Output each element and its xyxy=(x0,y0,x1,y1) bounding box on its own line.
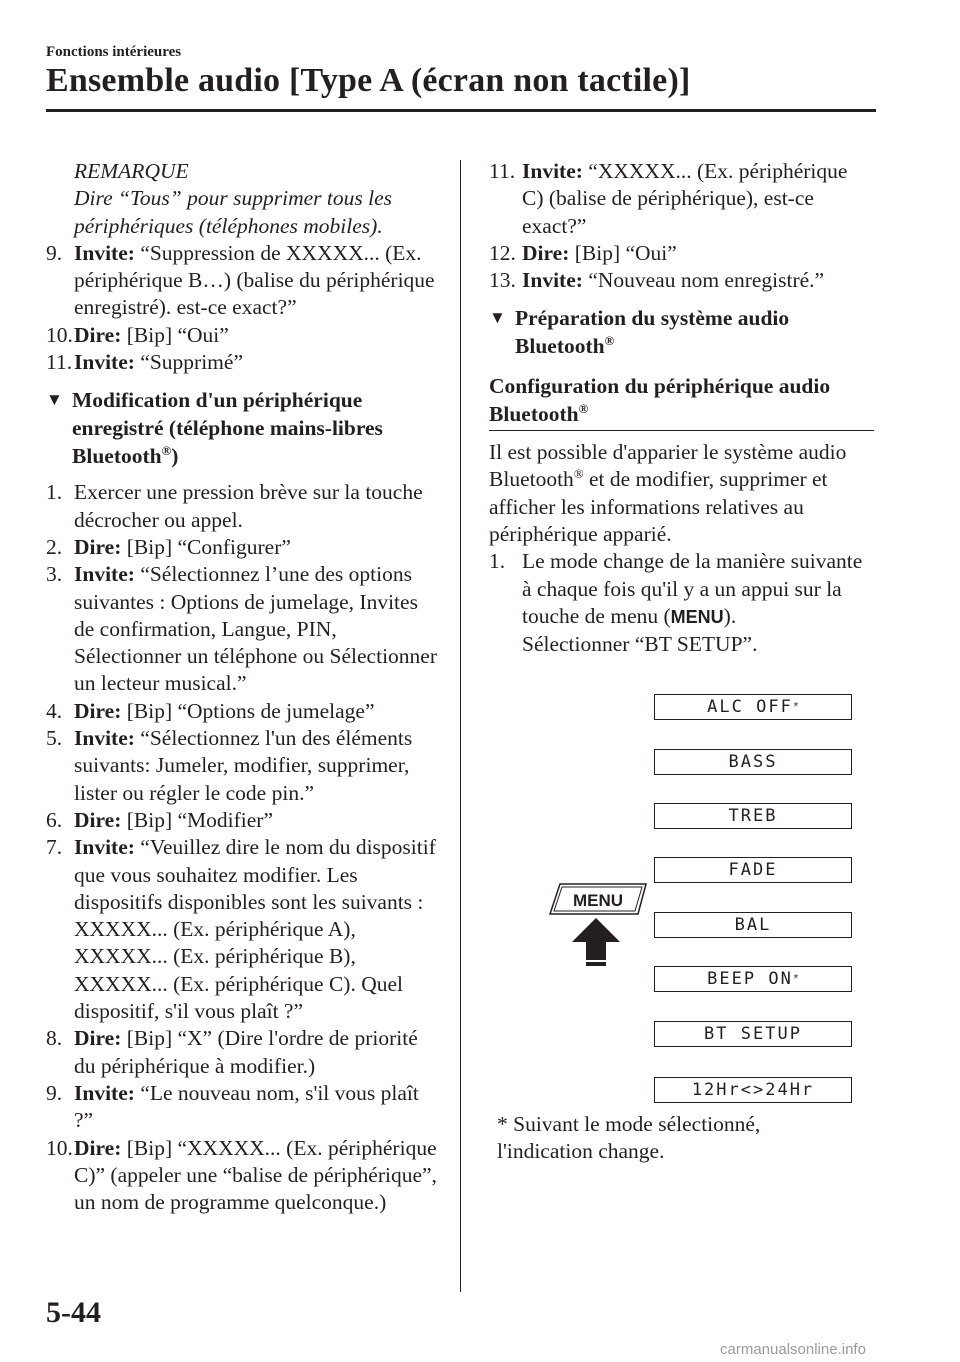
right-column xyxy=(489,158,874,658)
step-number: 6. xyxy=(46,807,63,832)
menu-button-graphic xyxy=(548,882,648,916)
registered-mark: ® xyxy=(604,334,615,349)
list-item xyxy=(46,698,441,725)
step-text: Invite: “Le nouveau nom, s'il vous plaît ?” xyxy=(74,1080,419,1133)
list-item xyxy=(489,158,874,240)
step-number: 13. xyxy=(489,268,516,293)
lcd-item: BT SETUP xyxy=(654,1021,852,1047)
step-text: Dire: [Bip] “X” (Dire l'ordre de priorité du périphérique à modifier.) xyxy=(74,1026,418,1078)
note-title: REMARQUE xyxy=(74,159,189,183)
step-number: 11. xyxy=(46,350,73,375)
step-list xyxy=(46,479,441,1216)
step-number: 10. xyxy=(46,322,73,347)
step-number: 4. xyxy=(46,698,63,723)
step-text: Exercer une pression brève sur la touche décrocher ou appel. xyxy=(74,480,423,532)
list-item xyxy=(46,349,441,376)
step-number: 5. xyxy=(46,726,63,751)
note-block xyxy=(46,158,441,240)
list-item xyxy=(46,725,441,807)
list-item xyxy=(46,561,441,697)
footnote-line: l'indication change. xyxy=(497,1139,665,1164)
section-heading-text: Modification d'un périphérique enregistré (téléphone mains-libres Bluetooth xyxy=(72,388,383,469)
lcd-item: 12Hr<>24Hr xyxy=(654,1077,852,1103)
footnote-line: * Suivant le mode sélectionné, xyxy=(497,1112,761,1136)
menu-key-label: MENU xyxy=(670,606,724,627)
column-divider xyxy=(460,160,461,1292)
page-title: Ensemble audio [Type A (écran non tactile)] xyxy=(46,62,691,99)
step-text: Invite: “Veuillez dire le nom du dispositif que vous souhaitez modifier. Les dispositifs disponibles sont les suivants : XXXXX... (Ex. périphérique A), XXXXX... (Ex. périphérique B), XXXXX... (Ex. périphérique C). Quel dispositif, s'il vous plaît ?” xyxy=(74,835,436,1024)
step-text: Dire: [Bip] “XXXXX... (Ex. périphérique C)” (appeler une “balise de périphérique”, un nom de programme quelconque.) xyxy=(74,1135,437,1215)
lcd-item: TREB xyxy=(654,803,852,829)
list-item xyxy=(46,1025,441,1080)
watermark: carmanualsonline.info xyxy=(720,1341,866,1358)
list-item xyxy=(489,267,874,294)
up-arrow-icon xyxy=(570,916,622,968)
step-text: Invite: “XXXXX... (Ex. périphérique C) (balise de périphérique), est-ce exact?” xyxy=(522,159,848,238)
step-number: 12. xyxy=(489,240,516,265)
step-text: Dire: [Bip] “Modifier” xyxy=(74,807,274,832)
step-text: Invite: “Supprimé” xyxy=(74,350,243,375)
step-number: 1. xyxy=(46,480,63,505)
page-number: 5-44 xyxy=(46,1296,101,1329)
left-column xyxy=(46,158,441,1216)
list-item: 1. Le mode change de la manière suivante à chaque fois qu'il y a un appui sur la touche de menu (MENU). Sélectionner “BT SETUP”. xyxy=(489,549,863,657)
list-item xyxy=(46,1135,441,1217)
lcd-item: FADE xyxy=(654,857,852,883)
note-line: Dire “Tous” pour supprimer tous les xyxy=(74,186,392,211)
step-text: Dire: [Bip] “Oui” xyxy=(522,240,677,265)
lcd-item: BASS xyxy=(654,749,852,775)
list-item xyxy=(46,834,441,1025)
step-text: Invite: “Suppression de XXXXX... (Ex. périphérique B…) (balise du périphérique enregistré). est-ce exact?” xyxy=(74,240,435,320)
step-number: 7. xyxy=(46,835,63,860)
section-heading xyxy=(489,304,874,360)
step-number: 3. xyxy=(46,562,63,587)
registered-mark: ® xyxy=(161,444,172,459)
step-text: Invite: “Nouveau nom enregistré.” xyxy=(522,268,825,293)
lcd-item: BAL xyxy=(654,912,852,938)
section-heading-end: ) xyxy=(171,444,179,469)
step-text: Dire: [Bip] “Configurer” xyxy=(74,534,291,559)
step-text: Dire: [Bip] “Oui” xyxy=(74,322,229,347)
step-text: Invite: “Sélectionnez l’une des options suivantes : Options de jumelage, Invites de confirmation, Langue, PIN, Sélectionner un téléphone ou Sélectionner un lecteur musical.” xyxy=(74,562,437,696)
triangle-bullet-icon: ▼ xyxy=(46,390,63,410)
sub-heading: Configuration du périphérique audio Bluetooth® xyxy=(489,373,874,431)
section-label: Fonctions intérieures xyxy=(46,44,182,60)
step-number: 2. xyxy=(46,534,63,559)
step-number: 11. xyxy=(489,159,516,183)
section-heading xyxy=(46,386,441,470)
paragraph: Il est possible d'apparier le système audio Bluetooth® et de modifier, supprimer et afficher les informations relatives au périphérique apparié. xyxy=(489,440,847,546)
step-number: 8. xyxy=(46,1026,63,1051)
svg-text:MENU: MENU xyxy=(572,891,624,910)
step-list xyxy=(46,240,441,376)
list-item xyxy=(46,479,441,534)
step-number: 9. xyxy=(46,1080,63,1105)
lcd-item: BEEP ON * xyxy=(654,966,852,992)
list-item xyxy=(46,807,441,834)
list-item xyxy=(46,534,441,561)
list-item xyxy=(46,240,441,322)
step-text: Dire: [Bip] “Options de jumelage” xyxy=(74,698,375,723)
step-number: 9. xyxy=(46,240,63,265)
header-rule xyxy=(46,109,876,112)
list-item xyxy=(489,240,874,267)
note-line: périphériques (téléphones mobiles). xyxy=(74,213,383,238)
list-item xyxy=(46,322,441,349)
lcd-item: ALC OFF * xyxy=(654,694,852,720)
step-text: Invite: “Sélectionnez l'un des éléments suivants: Jumeler, modifier, supprimer, lister ou régler le code pin.” xyxy=(74,726,413,805)
step-number: 10. xyxy=(46,1135,73,1160)
footnote xyxy=(497,1111,867,1166)
section-heading-text: Préparation du système audio Bluetooth xyxy=(515,306,790,359)
step-list xyxy=(489,158,874,294)
triangle-bullet-icon: ▼ xyxy=(489,308,506,328)
list-item xyxy=(46,1080,441,1135)
